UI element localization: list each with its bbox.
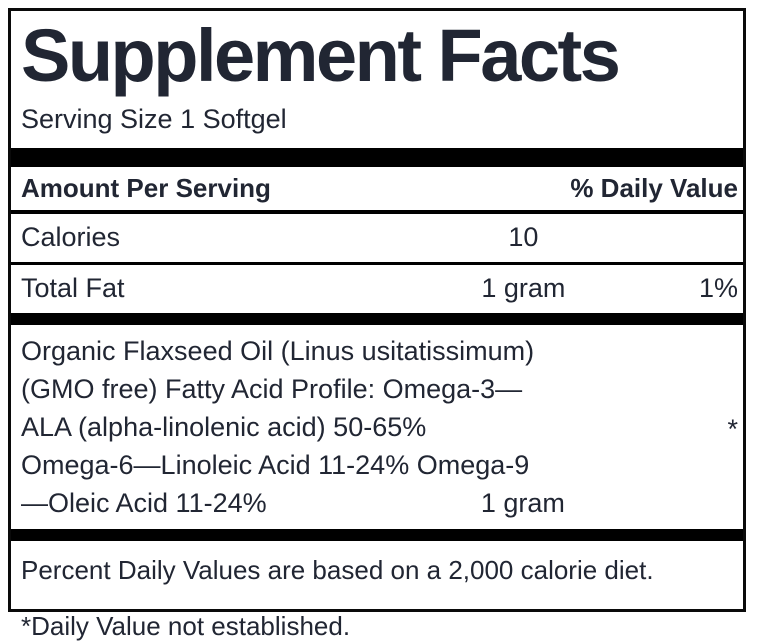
asterisk-footnote: *Daily Value not established. — [21, 610, 351, 641]
ingredient-line-5-text: —Oleic Acid 11-24% — [21, 487, 267, 518]
label-title: Supplement Facts — [21, 14, 619, 97]
ingredient-block — [11, 325, 743, 529]
column-header-row — [11, 167, 743, 210]
medium-divider-upper — [11, 313, 743, 325]
ingredient-line-4: Omega-6—Linoleic Acid 11-24% Omega-9 — [21, 449, 530, 480]
calories-label: Calories — [21, 221, 121, 252]
daily-values-footnote: Percent Daily Values are based on a 2,000 calorie diet. — [21, 554, 654, 585]
ingredient-line-3-text: ALA (alpha-linolenic acid) 50-65% — [21, 411, 427, 442]
ingredient-line-2: (GMO free) Fatty Acid Profile: Omega-3— — [21, 373, 523, 404]
calories-row — [11, 214, 743, 262]
serving-size: Serving Size 1 Softgel — [21, 103, 287, 134]
total-fat-row — [11, 265, 743, 313]
total-fat-amount: 1 gram — [481, 272, 566, 303]
amount-per-serving-header: Amount Per Serving — [21, 172, 271, 203]
total-fat-label: Total Fat — [21, 272, 125, 303]
ingredient-amount: 1 gram — [480, 487, 565, 518]
ingredient-line-3 — [21, 408, 738, 446]
total-fat-daily-value: 1% — [698, 272, 738, 303]
ingredient-line-5 — [21, 484, 738, 522]
ingredient-line-1: Organic Flaxseed Oil (Linus usitatissimum) — [21, 335, 535, 366]
calories-amount: 10 — [508, 221, 539, 252]
thick-divider-top — [11, 148, 743, 167]
ingredient-daily-value-asterisk: * — [727, 413, 738, 444]
daily-value-header: % Daily Value — [570, 172, 738, 203]
medium-divider-lower — [11, 529, 743, 541]
supplement-facts-label — [8, 8, 746, 641]
